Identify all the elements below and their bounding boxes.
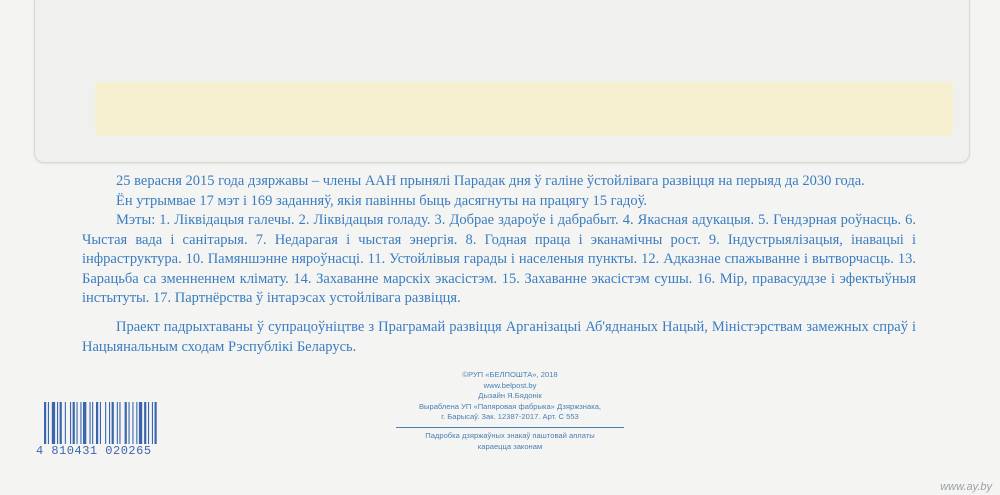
barcode-bar [148,402,149,444]
barcode-bar [129,402,130,444]
barcode-bar [112,402,114,444]
barcode-bar [100,402,101,444]
barcode-bar [139,402,142,444]
barcode-bar [117,402,118,444]
barcode-bar [136,402,137,444]
envelope-flap [34,0,970,163]
barcode-bar [125,402,127,444]
imprint-printer: Выраблена УП «Папяровая фабрыка» Дзяржзнака, [418,401,602,411]
barcode-bar [77,402,78,444]
imprint-website: www.belpost.by [483,380,537,390]
intro-line-1: 25 верасня 2015 года дзяржавы – члены ААН прынялі Парадак дня ў галіне ўстойлівага развіцця на перыяд да 2030 года. [116,173,865,189]
watermark: www.ay.by [940,481,992,493]
barcode-bar [152,402,153,444]
imprint-divider [396,427,624,428]
barcode-bar [60,402,62,444]
barcode-bar [155,402,157,444]
barcode-bar [83,402,86,444]
barcode-bar [52,402,55,444]
imprint-designer: Дызайн Я.Бядонік [478,391,542,401]
barcode-bar [105,402,106,444]
main-text-block [82,172,916,309]
imprint-warning-2: караецца законам [477,441,543,451]
barcode-bar [57,402,58,444]
barcode-bar [109,402,110,444]
barcode-bar [144,402,146,444]
barcode-bar [96,402,98,444]
barcode-bar [92,402,93,444]
goals-paragraph: Мэты: 1. Ліквідацыя галечы. 2. Ліквідацыя голаду. 3. Добрае здароўе і дабрабыт. 4. Якасная адукацыя. 5. Гендэрная роўнасць. 6. Чыстая вада і санітарыя. 7. Недарагая і чыстая энергія. 8. Годная праца і эканамічны рост. 9. Індустрыялізацыя, інавацыі і інфраструктура. 10. Памяншэнне няроўнасці. 11. Устойлівыя гарады і населеныя пункты. 12. Адказнае спажыванне і вытворчасць. 13. Барацьба са зменненнем клімату. 14. Захаванне марскіх экасістэм. 15. Захаванне экасістэм сушы. 16. Мір, правасуддзе і эфектыўныя інстытуты. 17. Партнёрства ў інтарэсах устойлівага развіцця. [82,212,916,306]
intro-line-2: Ён утрымвае 17 мэт і 169 заданняў, якія павінны быць дасягнуты на працягу 15 гадоў. [116,192,647,209]
barcode-bar [132,402,133,444]
imprint-copyright: ©РУП «БЕЛПОШТА», 2018 [462,370,558,379]
barcode-bar [44,402,46,444]
barcode-number: 4 810431 020265 [36,444,152,458]
barcode-bar [90,402,91,444]
barcode-bar [65,402,66,444]
barcode-bar [119,402,120,444]
barcode-bar [48,402,49,444]
barcode-bar [80,402,81,444]
imprint-order: г. Барысаў. Зак. 12387-2017. Арт. С 553 [441,412,579,422]
imprint-warning-1: Падробка дзяржаўных знакаў паштовай аплаты [425,430,595,440]
barcode-bar [73,402,75,444]
glue-strip [95,82,953,136]
publisher-imprint [390,370,630,452]
partners-paragraph: Праект падрыхтаваны ў супрацоўніцтве з Праграмай развіцця Арганізацыі Аб'яднаных Нацый, Міністэрствам замежных спраў і Нацыянальным сходам Рэспублікі Беларусь. [82,319,916,355]
barcode-bar [70,402,71,444]
